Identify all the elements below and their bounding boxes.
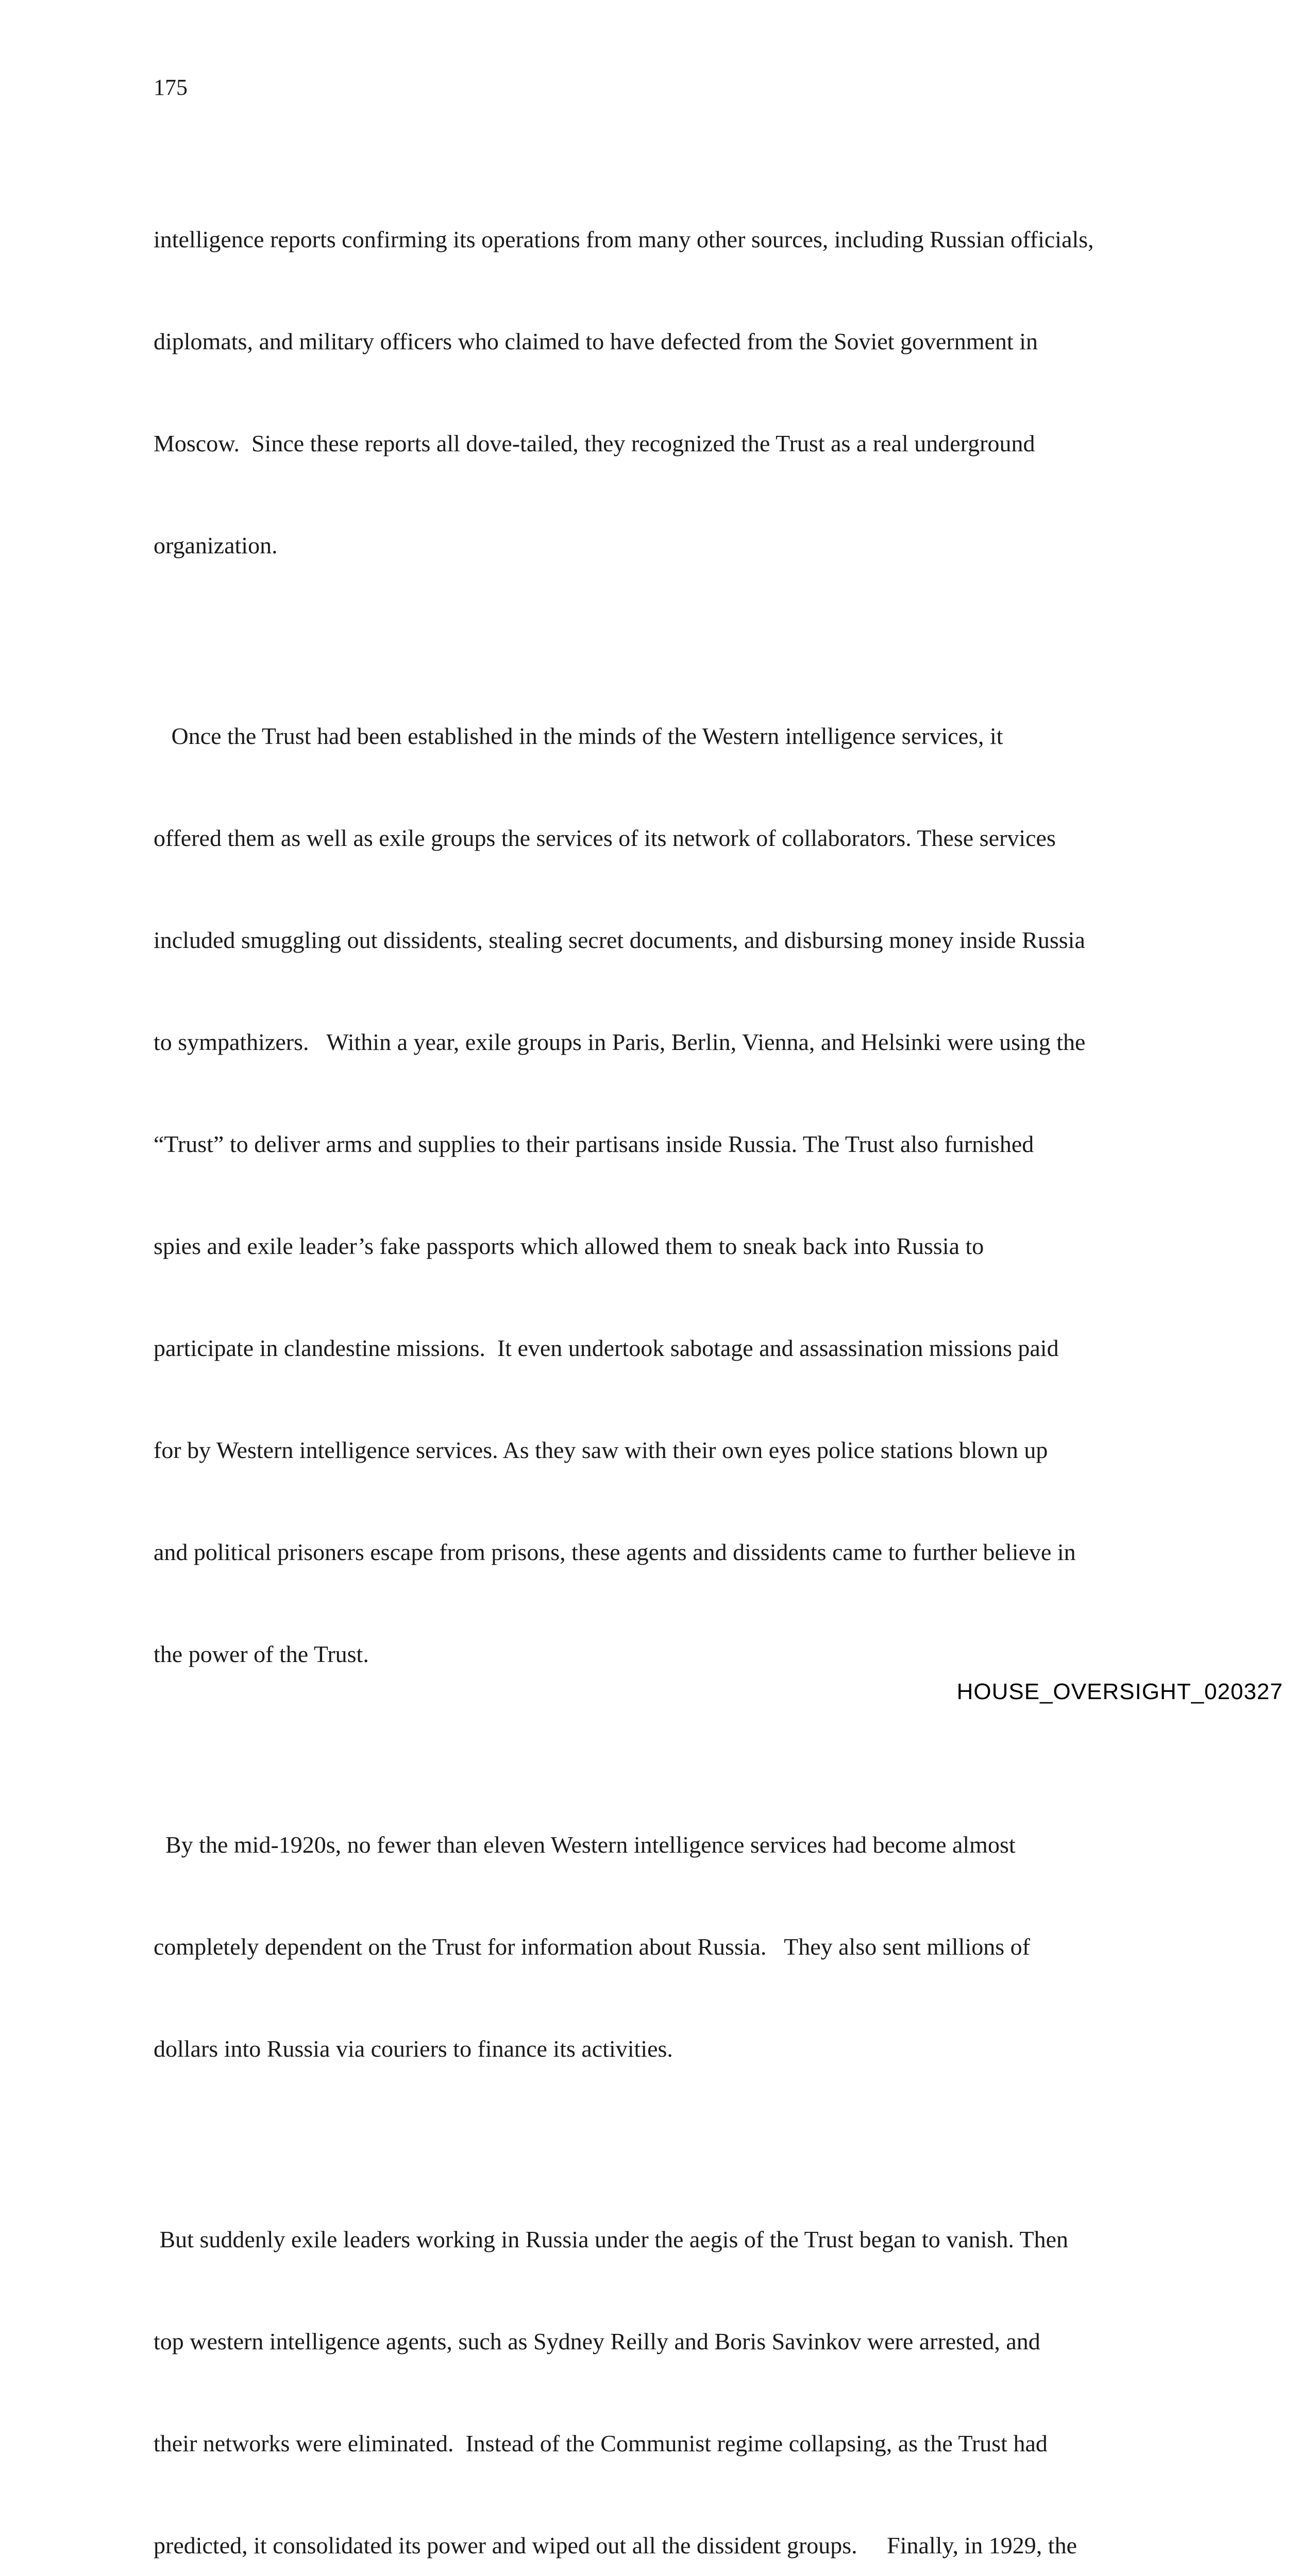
text-line: and political prisoners escape from prisons, these agents and dissidents came to further believe in xyxy=(154,1539,1076,1565)
paragraph-1 xyxy=(154,155,1164,631)
text-line: diplomats, and military officers who claimed to have defected from the Soviet government in xyxy=(154,328,1038,354)
text-line: Moscow. Since these reports all dove-tailed, they recognized the Trust as a real underground xyxy=(154,430,1035,456)
text-line: participate in clandestine missions. It even undertook sabotage and assassination missions paid xyxy=(154,1335,1059,1361)
text-line: But suddenly exile leaders working in Russia under the aegis of the Trust began to vanish. Then xyxy=(154,2226,1068,2252)
text-line: for by Western intelligence services. As they saw with their own eyes police stations blown up xyxy=(154,1437,1048,1463)
text-line: completely dependent on the Trust for information about Russia. They also sent millions of xyxy=(154,1934,1030,1960)
text-line: predicted, it consolidated its power and wiped out all the dissident groups. Finally, in 1929, the xyxy=(154,2532,1077,2558)
text-line: “Trust” to deliver arms and supplies to their partisans inside Russia. The Trust also furnished xyxy=(154,1131,1034,1157)
text-line: By the mid-1920s, no fewer than eleven Western intelligence services had become almost xyxy=(154,1832,1016,1858)
text-line: Once the Trust had been established in the minds of the Western intelligence services, it xyxy=(154,723,1003,749)
text-line: spies and exile leader’s fake passports which allowed them to sneak back into Russia to xyxy=(154,1233,984,1259)
paragraph-2 xyxy=(154,651,1164,1739)
text-line: dollars into Russia via couriers to finance its activities. xyxy=(154,2036,673,2062)
text-line: organization. xyxy=(154,532,278,558)
text-line: offered them as well as exile groups the services of its network of collaborators. These services xyxy=(154,825,1056,851)
paragraph-3 xyxy=(154,1760,1164,2134)
text-line: their networks were eliminated. Instead of the Communist regime collapsing, as the Trust had xyxy=(154,2430,1048,2456)
document-id-stamp: HOUSE_OVERSIGHT_020327 xyxy=(956,1679,1283,1704)
text-line: included smuggling out dissidents, stealing secret documents, and disbursing money inside Russia xyxy=(154,927,1085,953)
text-line: to sympathizers. Within a year, exile groups in Paris, Berlin, Vienna, and Helsinki were using the xyxy=(154,1029,1086,1055)
document-body xyxy=(154,155,1164,2576)
text-line: intelligence reports confirming its operations from many other sources, including Russian officials, xyxy=(154,226,1094,252)
page-number: 175 xyxy=(154,75,188,100)
text-line: the power of the Trust. xyxy=(154,1641,369,1667)
paragraph-4 xyxy=(154,2155,1164,2576)
text-line: top western intelligence agents, such as Sydney Reilly and Boris Savinkov were arrested, and xyxy=(154,2328,1040,2354)
